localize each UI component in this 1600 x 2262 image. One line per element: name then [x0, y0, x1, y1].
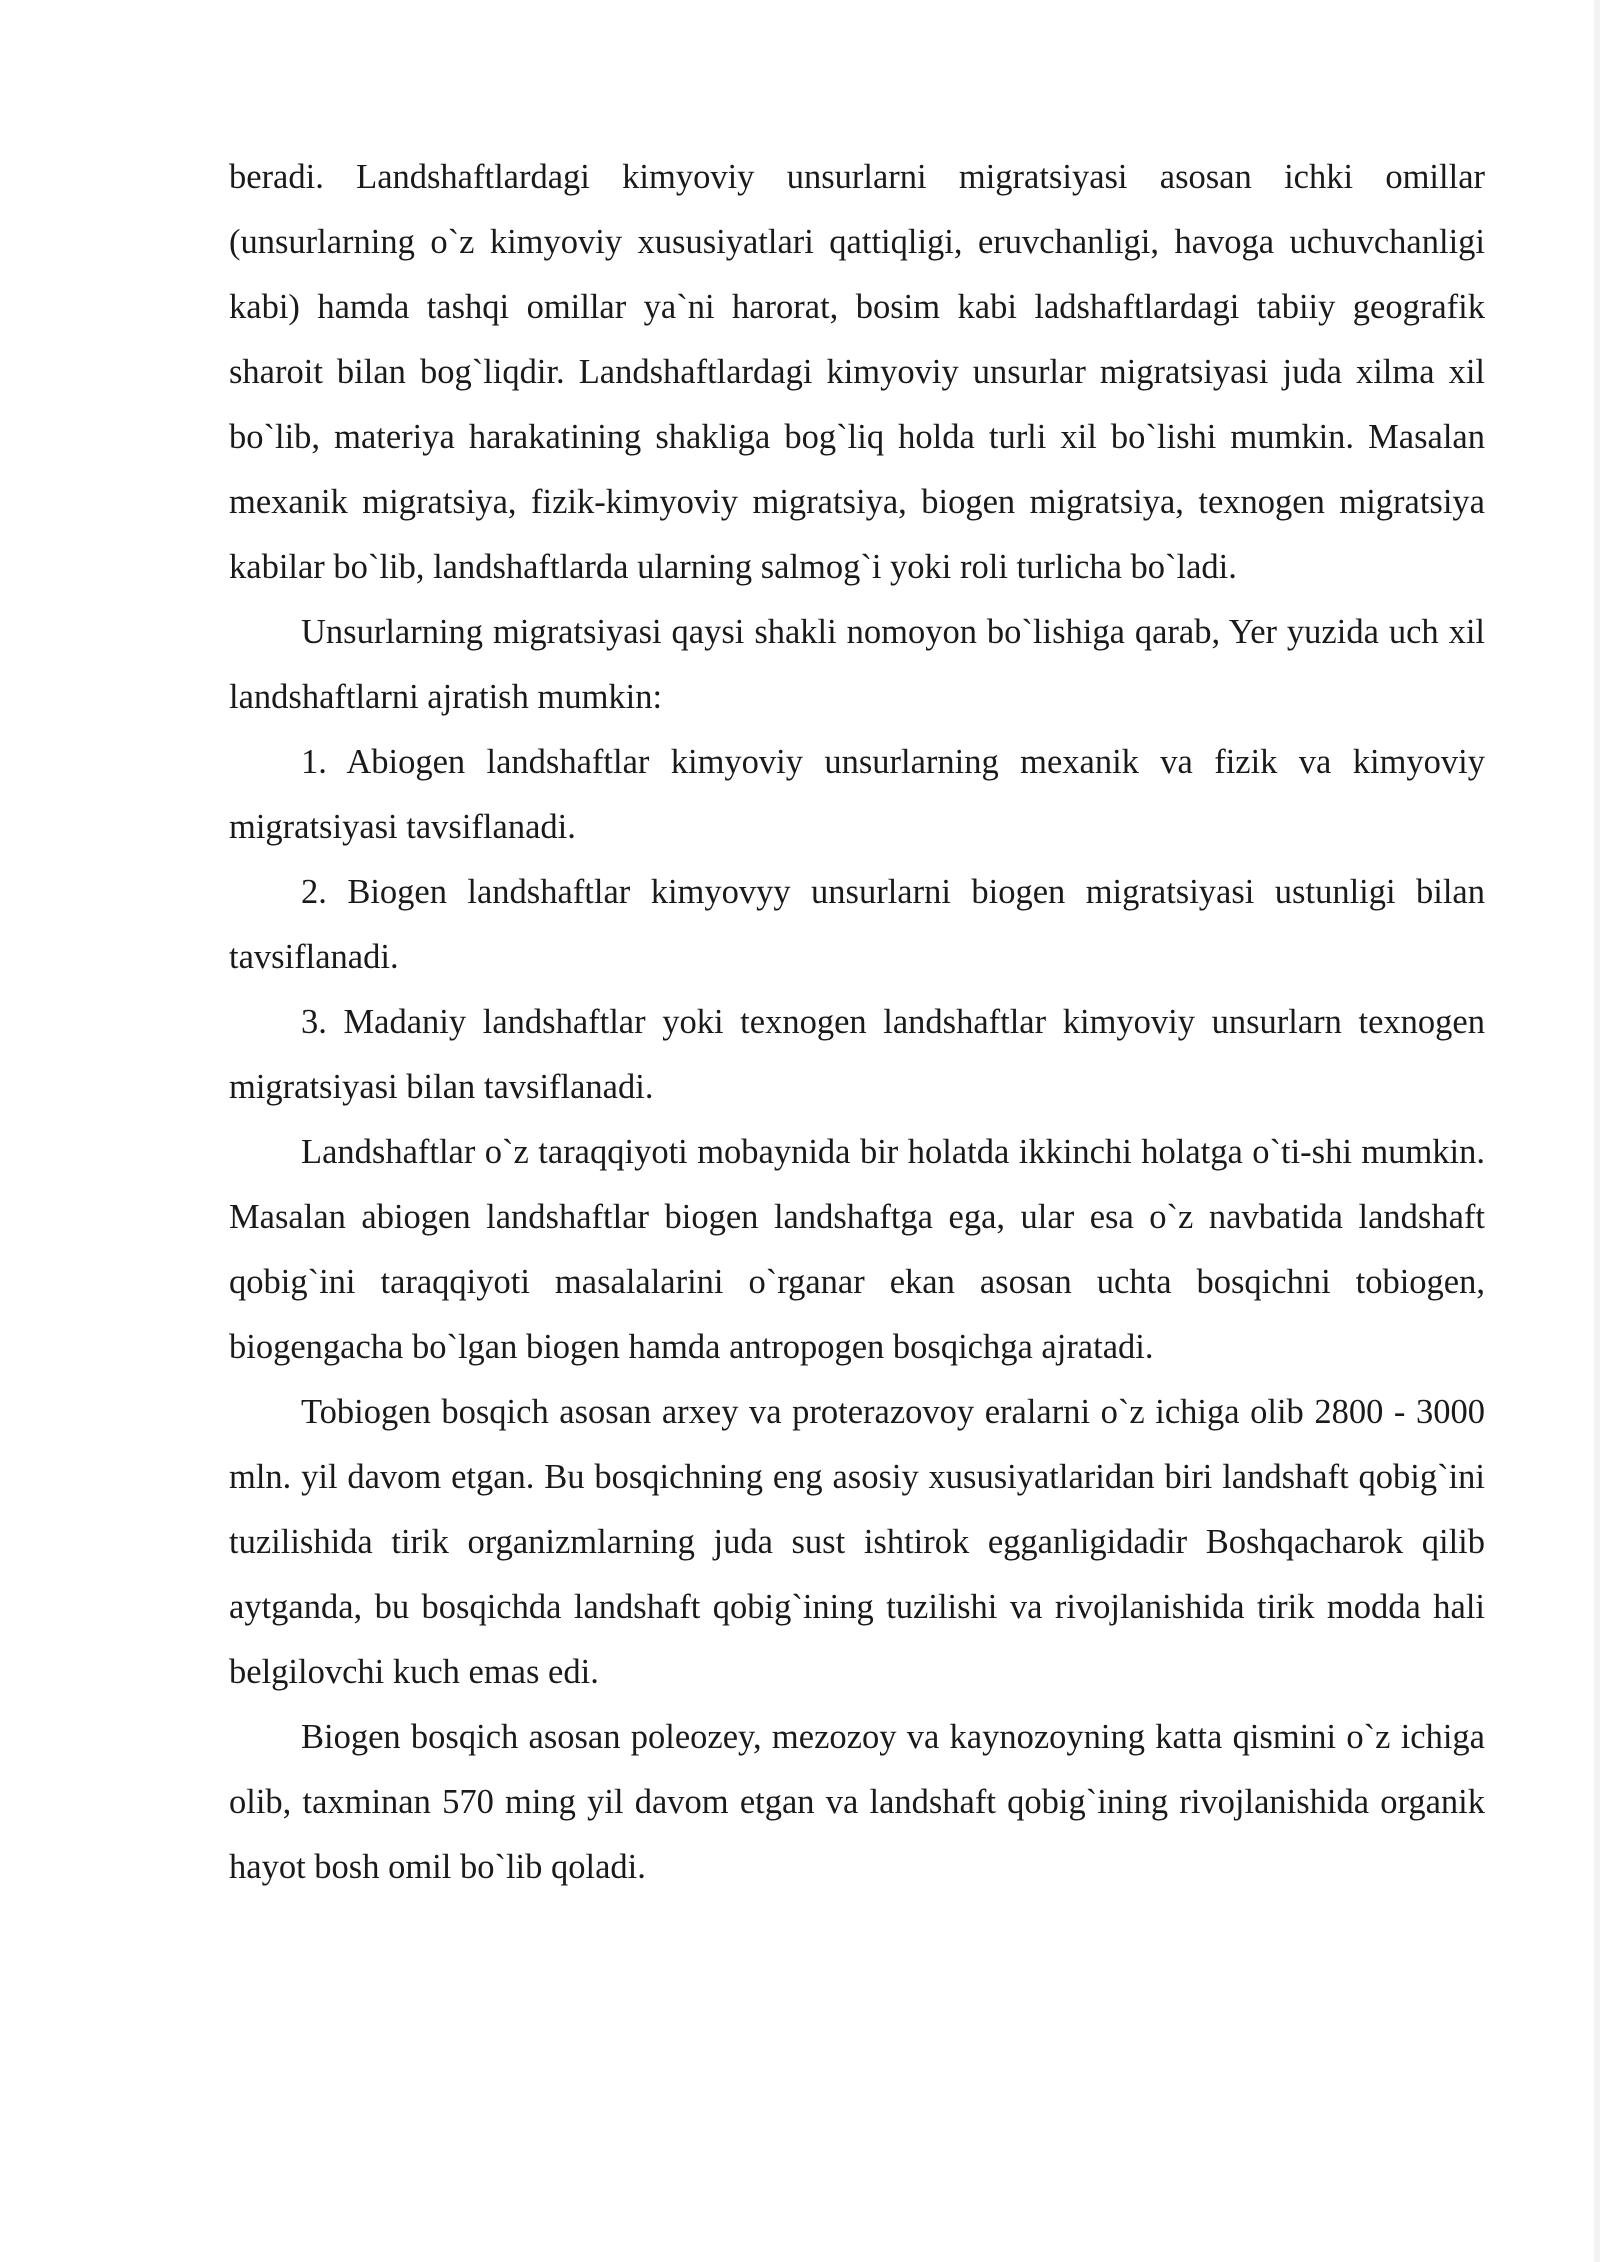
document-body	[229, 145, 1485, 1900]
paragraph-migration-forms: Unsurlarning migratsiyasi qaysi shakli nomoyon bo`lishiga qarab, Yer yuzida uch xil landshaftlarni ajratish mumkin:	[229, 613, 1485, 716]
paragraph-tobiogen-stage: Tobiogen bosqich asosan arxey va proterazovoy eralarni o`z ichiga olib 2800 - 3000 mln. yil davom etgan. Bu bosqichning eng asosiy xususiyatlaridan biri landshaft qobig`ini tuzilishida tirik organizmlarning juda sust ishtirok egganligidadir Boshqacharok qilib aytganda, bu bosqichda landshaft qobig`ining tuzilishi va rivojlanishida tirik modda hali belgilovchi kuch emas edi.	[229, 1393, 1485, 1691]
paragraph-continuation: beradi. Landshaftlardagi kimyoviy unsurlarni migratsiyasi asosan ichki omillar (unsurlarning o`z kimyoviy xususiyatlari qattiqligi, eruvchanligi, havoga uchuvchanligi kabi) hamda tashqi omillar ya`ni harorat, bosim kabi ladshaftlardagi tabiiy geografik sharoit bilan bog`liqdir. Landshaftlardagi kimyoviy unsurlar migratsiyasi juda xilma xil bo`lib, materiya harakatining shakliga bog`liq holda turli xil bo`lishi mumkin. Masalan mexanik migratsiya, fizik-kimyoviy migratsiya, biogen migratsiya, texnogen migratsiya kabilar bo`lib, landshaftlarda ularning salmog`i yoki roli turlicha bo`ladi.	[229, 158, 1485, 586]
list-item-abiogen: 1. Abiogen landshaftlar kimyoviy unsurlarning mexanik va fizik va kimyoviy migratsiyasi tavsiflanadi.	[229, 743, 1485, 846]
page-edge-shadow	[1594, 0, 1600, 2262]
list-item-biogen: 2. Biogen landshaftlar kimyovyy unsurlarni biogen migratsiyasi ustunligi bilan tavsiflanadi.	[229, 873, 1485, 976]
list-item-cultural: 3. Madaniy landshaftlar yoki texnogen landshaftlar kimyoviy unsurlarn texnogen migratsiyasi bilan tavsiflanadi.	[229, 1003, 1485, 1106]
paragraph-development: Landshaftlar o`z taraqqiyoti mobaynida bir holatda ikkinchi holatga o`ti-shi mumkin. Masalan abiogen landshaftlar biogen landshaftga ega, ular esa o`z navbatida landshaft qobig`ini taraqqiyoti masalalarini o`rganar ekan asosan uchta bosqichni tobiogen, biogengacha bo`lgan biogen hamda antropogen bosqichga ajratadi.	[229, 1133, 1485, 1366]
paragraph-biogen-stage: Biogen bosqich asosan poleozey, mezozoy va kaynozoyning katta qismini o`z ichiga olib, taxminan 570 ming yil davom etgan va landshaft qobig`ining rivojlanishida organik hayot bosh omil bo`lib qoladi.	[229, 1718, 1485, 1886]
